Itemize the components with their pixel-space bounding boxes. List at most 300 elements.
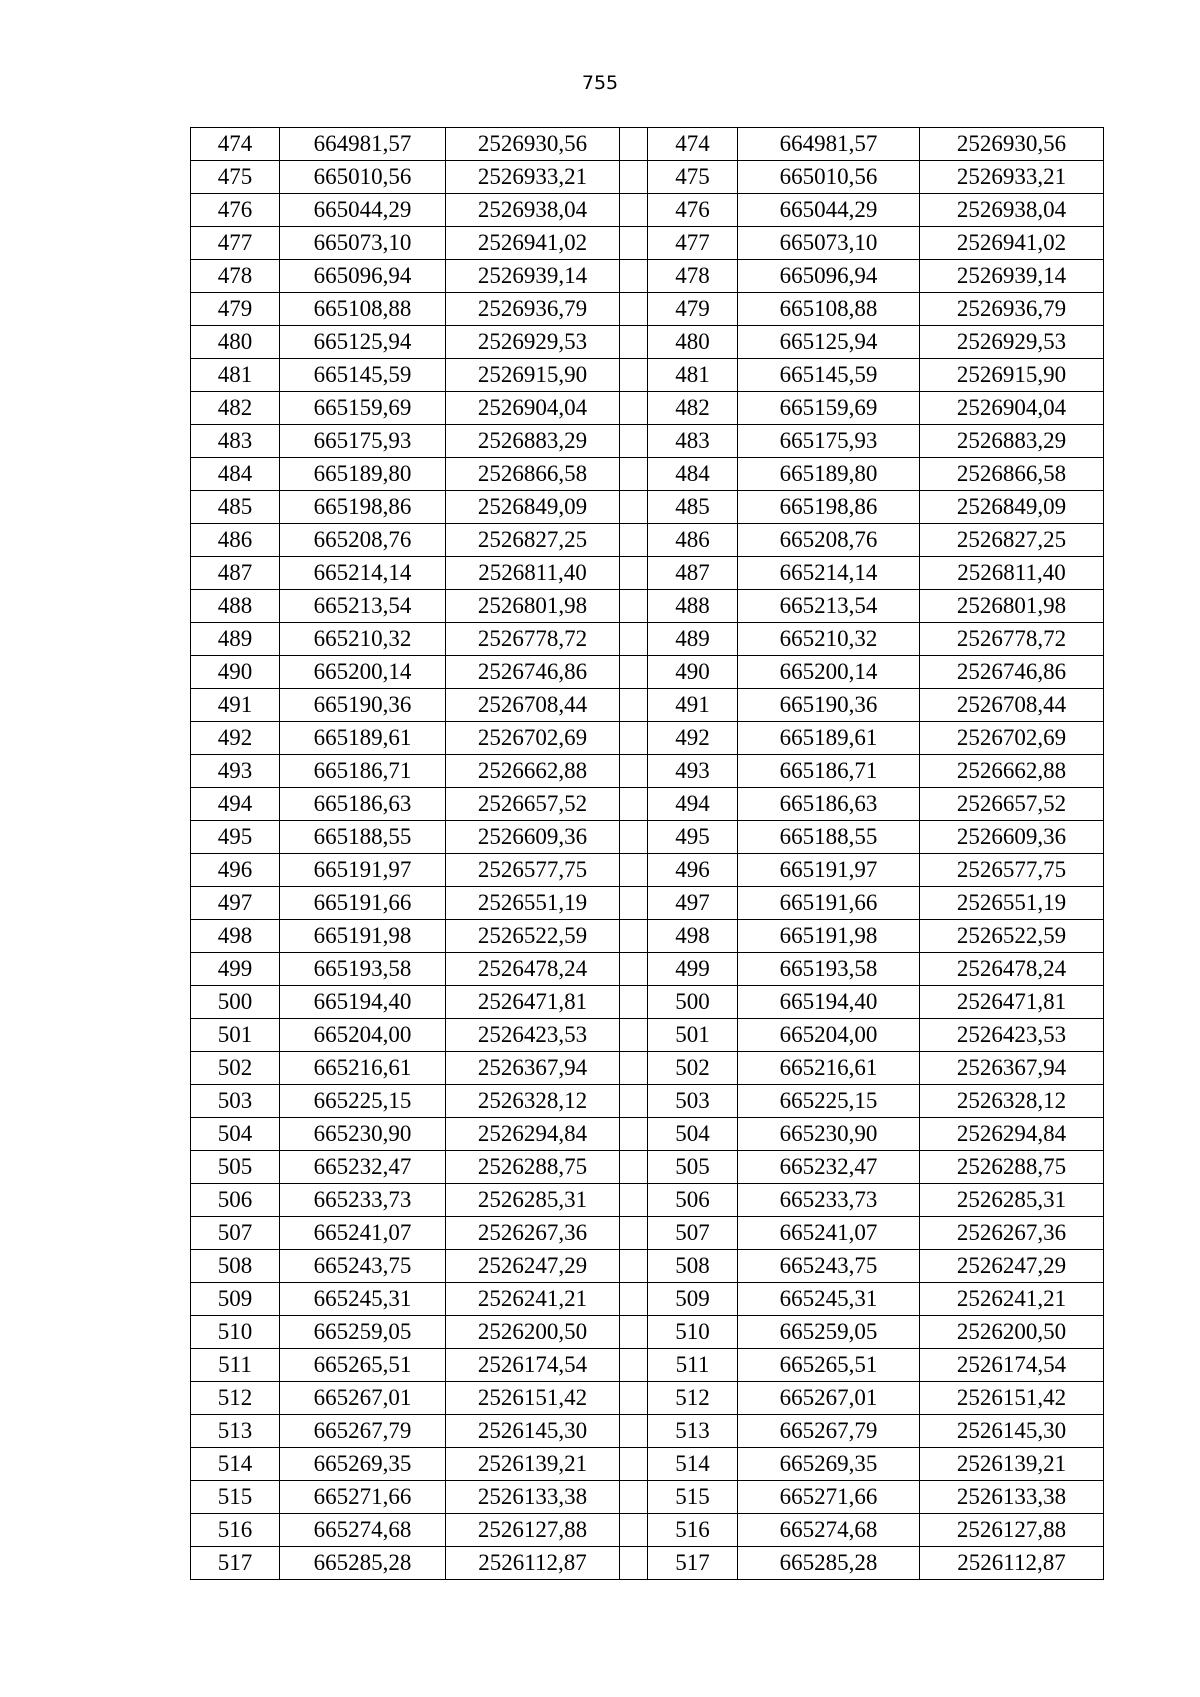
right-y-coordinate-cell: 2526471,81	[920, 986, 1104, 1019]
right-x-coordinate-cell: 665145,59	[738, 359, 920, 392]
left-x-coordinate-cell: 665186,71	[280, 755, 446, 788]
left-point-number-cell: 484	[191, 458, 280, 491]
right-point-number-cell: 493	[648, 755, 738, 788]
separator-cell	[620, 656, 648, 689]
left-x-coordinate-cell: 665204,00	[280, 1019, 446, 1052]
separator-cell	[620, 1415, 648, 1448]
left-y-coordinate-cell: 2526849,09	[446, 491, 620, 524]
table-row	[191, 392, 1104, 425]
right-x-coordinate-cell: 665274,68	[738, 1514, 920, 1547]
right-y-coordinate-cell: 2526285,31	[920, 1184, 1104, 1217]
right-x-coordinate-cell: 665267,79	[738, 1415, 920, 1448]
right-y-coordinate-cell: 2526915,90	[920, 359, 1104, 392]
left-x-coordinate-cell: 665044,29	[280, 194, 446, 227]
left-y-coordinate-cell: 2526471,81	[446, 986, 620, 1019]
left-y-coordinate-cell: 2526367,94	[446, 1052, 620, 1085]
right-x-coordinate-cell: 665108,88	[738, 293, 920, 326]
right-y-coordinate-cell: 2526478,24	[920, 953, 1104, 986]
left-y-coordinate-cell: 2526657,52	[446, 788, 620, 821]
separator-cell	[620, 755, 648, 788]
right-y-coordinate-cell: 2526930,56	[920, 128, 1104, 161]
left-y-coordinate-cell: 2526112,87	[446, 1547, 620, 1580]
right-point-number-cell: 485	[648, 491, 738, 524]
right-y-coordinate-cell: 2526294,84	[920, 1118, 1104, 1151]
left-x-coordinate-cell: 665191,66	[280, 887, 446, 920]
table-row	[191, 326, 1104, 359]
left-point-number-cell: 494	[191, 788, 280, 821]
right-point-number-cell: 495	[648, 821, 738, 854]
left-point-number-cell: 500	[191, 986, 280, 1019]
left-x-coordinate-cell: 665200,14	[280, 656, 446, 689]
table-row	[191, 1382, 1104, 1415]
left-x-coordinate-cell: 665186,63	[280, 788, 446, 821]
separator-cell	[620, 1217, 648, 1250]
right-point-number-cell: 514	[648, 1448, 738, 1481]
separator-cell	[620, 128, 648, 161]
separator-cell	[620, 326, 648, 359]
left-x-coordinate-cell: 665010,56	[280, 161, 446, 194]
separator-cell	[620, 821, 648, 854]
separator-cell	[620, 293, 648, 326]
left-x-coordinate-cell: 665189,61	[280, 722, 446, 755]
right-point-number-cell: 515	[648, 1481, 738, 1514]
right-x-coordinate-cell: 665096,94	[738, 260, 920, 293]
table-row	[191, 1349, 1104, 1382]
table-row	[191, 260, 1104, 293]
left-y-coordinate-cell: 2526288,75	[446, 1151, 620, 1184]
right-point-number-cell: 479	[648, 293, 738, 326]
separator-cell	[620, 1151, 648, 1184]
left-x-coordinate-cell: 664981,57	[280, 128, 446, 161]
left-x-coordinate-cell: 665232,47	[280, 1151, 446, 1184]
left-point-number-cell: 510	[191, 1316, 280, 1349]
separator-cell	[620, 1448, 648, 1481]
table-row	[191, 1316, 1104, 1349]
left-point-number-cell: 501	[191, 1019, 280, 1052]
separator-cell	[620, 1514, 648, 1547]
right-x-coordinate-cell: 665189,61	[738, 722, 920, 755]
left-y-coordinate-cell: 2526247,29	[446, 1250, 620, 1283]
left-point-number-cell: 504	[191, 1118, 280, 1151]
left-point-number-cell: 502	[191, 1052, 280, 1085]
left-x-coordinate-cell: 665225,15	[280, 1085, 446, 1118]
right-y-coordinate-cell: 2526241,21	[920, 1283, 1104, 1316]
left-y-coordinate-cell: 2526936,79	[446, 293, 620, 326]
table-row	[191, 1415, 1104, 1448]
right-point-number-cell: 497	[648, 887, 738, 920]
right-y-coordinate-cell: 2526849,09	[920, 491, 1104, 524]
left-y-coordinate-cell: 2526708,44	[446, 689, 620, 722]
right-y-coordinate-cell: 2526929,53	[920, 326, 1104, 359]
left-y-coordinate-cell: 2526662,88	[446, 755, 620, 788]
right-x-coordinate-cell: 665193,58	[738, 953, 920, 986]
right-x-coordinate-cell: 665267,01	[738, 1382, 920, 1415]
right-y-coordinate-cell: 2526522,59	[920, 920, 1104, 953]
right-x-coordinate-cell: 665225,15	[738, 1085, 920, 1118]
separator-cell	[620, 1283, 648, 1316]
left-y-coordinate-cell: 2526151,42	[446, 1382, 620, 1415]
separator-cell	[620, 1316, 648, 1349]
separator-cell	[620, 689, 648, 722]
separator-cell	[620, 425, 648, 458]
right-point-number-cell: 499	[648, 953, 738, 986]
left-point-number-cell: 485	[191, 491, 280, 524]
left-point-number-cell: 486	[191, 524, 280, 557]
separator-cell	[620, 1184, 648, 1217]
table-row	[191, 1052, 1104, 1085]
right-y-coordinate-cell: 2526200,50	[920, 1316, 1104, 1349]
left-point-number-cell: 498	[191, 920, 280, 953]
right-x-coordinate-cell: 665243,75	[738, 1250, 920, 1283]
left-y-coordinate-cell: 2526929,53	[446, 326, 620, 359]
left-point-number-cell: 481	[191, 359, 280, 392]
left-x-coordinate-cell: 665274,68	[280, 1514, 446, 1547]
table-row	[191, 722, 1104, 755]
separator-cell	[620, 491, 648, 524]
table-row	[191, 1184, 1104, 1217]
right-point-number-cell: 477	[648, 227, 738, 260]
right-y-coordinate-cell: 2526904,04	[920, 392, 1104, 425]
table-row	[191, 194, 1104, 227]
right-point-number-cell: 512	[648, 1382, 738, 1415]
separator-cell	[620, 788, 648, 821]
right-x-coordinate-cell: 665125,94	[738, 326, 920, 359]
left-x-coordinate-cell: 665216,61	[280, 1052, 446, 1085]
right-y-coordinate-cell: 2526139,21	[920, 1448, 1104, 1481]
left-x-coordinate-cell: 665233,73	[280, 1184, 446, 1217]
right-x-coordinate-cell: 665190,36	[738, 689, 920, 722]
separator-cell	[620, 1052, 648, 1085]
right-point-number-cell: 488	[648, 590, 738, 623]
right-point-number-cell: 506	[648, 1184, 738, 1217]
left-y-coordinate-cell: 2526778,72	[446, 623, 620, 656]
right-x-coordinate-cell: 665259,05	[738, 1316, 920, 1349]
left-y-coordinate-cell: 2526938,04	[446, 194, 620, 227]
left-y-coordinate-cell: 2526200,50	[446, 1316, 620, 1349]
table-row	[191, 953, 1104, 986]
left-point-number-cell: 509	[191, 1283, 280, 1316]
table-row	[191, 557, 1104, 590]
right-point-number-cell: 508	[648, 1250, 738, 1283]
left-x-coordinate-cell: 665194,40	[280, 986, 446, 1019]
left-x-coordinate-cell: 665159,69	[280, 392, 446, 425]
right-x-coordinate-cell: 665194,40	[738, 986, 920, 1019]
right-y-coordinate-cell: 2526941,02	[920, 227, 1104, 260]
right-point-number-cell: 492	[648, 722, 738, 755]
right-y-coordinate-cell: 2526609,36	[920, 821, 1104, 854]
left-y-coordinate-cell: 2526241,21	[446, 1283, 620, 1316]
right-y-coordinate-cell: 2526708,44	[920, 689, 1104, 722]
right-y-coordinate-cell: 2526936,79	[920, 293, 1104, 326]
table-row	[191, 788, 1104, 821]
left-point-number-cell: 477	[191, 227, 280, 260]
left-point-number-cell: 512	[191, 1382, 280, 1415]
left-y-coordinate-cell: 2526609,36	[446, 821, 620, 854]
left-x-coordinate-cell: 665259,05	[280, 1316, 446, 1349]
left-point-number-cell: 483	[191, 425, 280, 458]
right-y-coordinate-cell: 2526933,21	[920, 161, 1104, 194]
separator-cell	[620, 590, 648, 623]
right-y-coordinate-cell: 2526778,72	[920, 623, 1104, 656]
right-x-coordinate-cell: 665232,47	[738, 1151, 920, 1184]
right-point-number-cell: 505	[648, 1151, 738, 1184]
right-x-coordinate-cell: 665191,97	[738, 854, 920, 887]
left-x-coordinate-cell: 665175,93	[280, 425, 446, 458]
table-row	[191, 293, 1104, 326]
separator-cell	[620, 986, 648, 1019]
table-row	[191, 623, 1104, 656]
right-point-number-cell: 475	[648, 161, 738, 194]
separator-cell	[620, 722, 648, 755]
table-row	[191, 458, 1104, 491]
right-y-coordinate-cell: 2526811,40	[920, 557, 1104, 590]
left-x-coordinate-cell: 665190,36	[280, 689, 446, 722]
left-point-number-cell: 511	[191, 1349, 280, 1382]
table-row	[191, 920, 1104, 953]
right-point-number-cell: 498	[648, 920, 738, 953]
table-row	[191, 1085, 1104, 1118]
left-point-number-cell: 497	[191, 887, 280, 920]
left-x-coordinate-cell: 665189,80	[280, 458, 446, 491]
right-point-number-cell: 511	[648, 1349, 738, 1382]
left-y-coordinate-cell: 2526939,14	[446, 260, 620, 293]
left-y-coordinate-cell: 2526145,30	[446, 1415, 620, 1448]
separator-cell	[620, 1481, 648, 1514]
left-y-coordinate-cell: 2526811,40	[446, 557, 620, 590]
left-point-number-cell: 474	[191, 128, 280, 161]
table-row	[191, 128, 1104, 161]
table-row	[191, 1514, 1104, 1547]
right-point-number-cell: 494	[648, 788, 738, 821]
right-x-coordinate-cell: 665186,71	[738, 755, 920, 788]
table-row	[191, 656, 1104, 689]
right-x-coordinate-cell: 665213,54	[738, 590, 920, 623]
left-point-number-cell: 489	[191, 623, 280, 656]
table-row	[191, 1250, 1104, 1283]
right-point-number-cell: 480	[648, 326, 738, 359]
right-y-coordinate-cell: 2526367,94	[920, 1052, 1104, 1085]
table-row	[191, 524, 1104, 557]
table-row	[191, 590, 1104, 623]
separator-cell	[620, 557, 648, 590]
right-y-coordinate-cell: 2526151,42	[920, 1382, 1104, 1415]
left-x-coordinate-cell: 665271,66	[280, 1481, 446, 1514]
table-row	[191, 1019, 1104, 1052]
table-row	[191, 1118, 1104, 1151]
separator-cell	[620, 458, 648, 491]
table-row	[191, 227, 1104, 260]
left-point-number-cell: 506	[191, 1184, 280, 1217]
right-y-coordinate-cell: 2526288,75	[920, 1151, 1104, 1184]
right-point-number-cell: 496	[648, 854, 738, 887]
right-point-number-cell: 516	[648, 1514, 738, 1547]
left-point-number-cell: 492	[191, 722, 280, 755]
right-x-coordinate-cell: 665208,76	[738, 524, 920, 557]
separator-cell	[620, 161, 648, 194]
right-x-coordinate-cell: 665210,32	[738, 623, 920, 656]
right-point-number-cell: 478	[648, 260, 738, 293]
left-y-coordinate-cell: 2526174,54	[446, 1349, 620, 1382]
left-point-number-cell: 505	[191, 1151, 280, 1184]
right-x-coordinate-cell: 665245,31	[738, 1283, 920, 1316]
right-y-coordinate-cell: 2526551,19	[920, 887, 1104, 920]
right-point-number-cell: 487	[648, 557, 738, 590]
left-y-coordinate-cell: 2526478,24	[446, 953, 620, 986]
left-y-coordinate-cell: 2526139,21	[446, 1448, 620, 1481]
left-x-coordinate-cell: 665208,76	[280, 524, 446, 557]
left-y-coordinate-cell: 2526423,53	[446, 1019, 620, 1052]
right-point-number-cell: 517	[648, 1547, 738, 1580]
left-y-coordinate-cell: 2526930,56	[446, 128, 620, 161]
right-point-number-cell: 476	[648, 194, 738, 227]
left-x-coordinate-cell: 665265,51	[280, 1349, 446, 1382]
left-y-coordinate-cell: 2526933,21	[446, 161, 620, 194]
right-point-number-cell: 490	[648, 656, 738, 689]
table-row	[191, 359, 1104, 392]
right-point-number-cell: 507	[648, 1217, 738, 1250]
right-point-number-cell: 509	[648, 1283, 738, 1316]
table-row	[191, 491, 1104, 524]
right-x-coordinate-cell: 665175,93	[738, 425, 920, 458]
table-row	[191, 161, 1104, 194]
left-y-coordinate-cell: 2526904,04	[446, 392, 620, 425]
left-y-coordinate-cell: 2526285,31	[446, 1184, 620, 1217]
right-point-number-cell: 502	[648, 1052, 738, 1085]
right-y-coordinate-cell: 2526938,04	[920, 194, 1104, 227]
left-point-number-cell: 487	[191, 557, 280, 590]
right-y-coordinate-cell: 2526662,88	[920, 755, 1104, 788]
left-y-coordinate-cell: 2526801,98	[446, 590, 620, 623]
right-y-coordinate-cell: 2526174,54	[920, 1349, 1104, 1382]
right-x-coordinate-cell: 665044,29	[738, 194, 920, 227]
left-point-number-cell: 496	[191, 854, 280, 887]
left-x-coordinate-cell: 665267,79	[280, 1415, 446, 1448]
right-x-coordinate-cell: 665186,63	[738, 788, 920, 821]
left-point-number-cell: 490	[191, 656, 280, 689]
table-row	[191, 1217, 1104, 1250]
left-y-coordinate-cell: 2526328,12	[446, 1085, 620, 1118]
left-x-coordinate-cell: 665191,98	[280, 920, 446, 953]
right-point-number-cell: 484	[648, 458, 738, 491]
table-row	[191, 425, 1104, 458]
right-y-coordinate-cell: 2526328,12	[920, 1085, 1104, 1118]
right-x-coordinate-cell: 665198,86	[738, 491, 920, 524]
right-x-coordinate-cell: 665214,14	[738, 557, 920, 590]
separator-cell	[620, 854, 648, 887]
right-y-coordinate-cell: 2526827,25	[920, 524, 1104, 557]
left-x-coordinate-cell: 665073,10	[280, 227, 446, 260]
right-x-coordinate-cell: 665265,51	[738, 1349, 920, 1382]
left-y-coordinate-cell: 2526551,19	[446, 887, 620, 920]
page-number: 755	[581, 72, 619, 94]
right-x-coordinate-cell: 665216,61	[738, 1052, 920, 1085]
separator-cell	[620, 524, 648, 557]
right-y-coordinate-cell: 2526145,30	[920, 1415, 1104, 1448]
left-point-number-cell: 475	[191, 161, 280, 194]
table-row	[191, 821, 1104, 854]
right-point-number-cell: 500	[648, 986, 738, 1019]
right-point-number-cell: 504	[648, 1118, 738, 1151]
left-y-coordinate-cell: 2526827,25	[446, 524, 620, 557]
separator-cell	[620, 194, 648, 227]
table-row	[191, 854, 1104, 887]
right-point-number-cell: 483	[648, 425, 738, 458]
left-point-number-cell: 508	[191, 1250, 280, 1283]
table-row	[191, 887, 1104, 920]
right-point-number-cell: 489	[648, 623, 738, 656]
right-point-number-cell: 503	[648, 1085, 738, 1118]
left-x-coordinate-cell: 665145,59	[280, 359, 446, 392]
left-point-number-cell: 476	[191, 194, 280, 227]
left-x-coordinate-cell: 665188,55	[280, 821, 446, 854]
right-y-coordinate-cell: 2526133,38	[920, 1481, 1104, 1514]
right-y-coordinate-cell: 2526801,98	[920, 590, 1104, 623]
right-x-coordinate-cell: 665271,66	[738, 1481, 920, 1514]
right-y-coordinate-cell: 2526127,88	[920, 1514, 1104, 1547]
left-point-number-cell: 517	[191, 1547, 280, 1580]
left-point-number-cell: 507	[191, 1217, 280, 1250]
table-row	[191, 755, 1104, 788]
separator-cell	[620, 1019, 648, 1052]
table-row	[191, 1481, 1104, 1514]
left-point-number-cell: 495	[191, 821, 280, 854]
left-x-coordinate-cell: 665096,94	[280, 260, 446, 293]
right-point-number-cell: 501	[648, 1019, 738, 1052]
right-x-coordinate-cell: 665073,10	[738, 227, 920, 260]
separator-cell	[620, 887, 648, 920]
table-row	[191, 1151, 1104, 1184]
left-x-coordinate-cell: 665198,86	[280, 491, 446, 524]
left-point-number-cell: 513	[191, 1415, 280, 1448]
left-point-number-cell: 478	[191, 260, 280, 293]
right-x-coordinate-cell: 665233,73	[738, 1184, 920, 1217]
left-y-coordinate-cell: 2526702,69	[446, 722, 620, 755]
left-point-number-cell: 482	[191, 392, 280, 425]
left-y-coordinate-cell: 2526866,58	[446, 458, 620, 491]
left-x-coordinate-cell: 665285,28	[280, 1547, 446, 1580]
left-x-coordinate-cell: 665243,75	[280, 1250, 446, 1283]
right-x-coordinate-cell: 665010,56	[738, 161, 920, 194]
left-x-coordinate-cell: 665193,58	[280, 953, 446, 986]
left-point-number-cell: 488	[191, 590, 280, 623]
right-y-coordinate-cell: 2526267,36	[920, 1217, 1104, 1250]
coordinates-table-body	[191, 128, 1104, 1580]
left-x-coordinate-cell: 665269,35	[280, 1448, 446, 1481]
separator-cell	[620, 1250, 648, 1283]
left-x-coordinate-cell: 665245,31	[280, 1283, 446, 1316]
right-y-coordinate-cell: 2526883,29	[920, 425, 1104, 458]
right-point-number-cell: 486	[648, 524, 738, 557]
table-row	[191, 986, 1104, 1019]
left-x-coordinate-cell: 665241,07	[280, 1217, 446, 1250]
right-y-coordinate-cell: 2526746,86	[920, 656, 1104, 689]
table-row	[191, 1448, 1104, 1481]
left-y-coordinate-cell: 2526294,84	[446, 1118, 620, 1151]
right-point-number-cell: 513	[648, 1415, 738, 1448]
left-x-coordinate-cell: 665214,14	[280, 557, 446, 590]
right-x-coordinate-cell: 665191,98	[738, 920, 920, 953]
left-point-number-cell: 515	[191, 1481, 280, 1514]
left-x-coordinate-cell: 665108,88	[280, 293, 446, 326]
right-x-coordinate-cell: 665285,28	[738, 1547, 920, 1580]
right-x-coordinate-cell: 665159,69	[738, 392, 920, 425]
left-point-number-cell: 479	[191, 293, 280, 326]
left-x-coordinate-cell: 665267,01	[280, 1382, 446, 1415]
right-x-coordinate-cell: 665200,14	[738, 656, 920, 689]
separator-cell	[620, 623, 648, 656]
right-point-number-cell: 482	[648, 392, 738, 425]
right-x-coordinate-cell: 665188,55	[738, 821, 920, 854]
